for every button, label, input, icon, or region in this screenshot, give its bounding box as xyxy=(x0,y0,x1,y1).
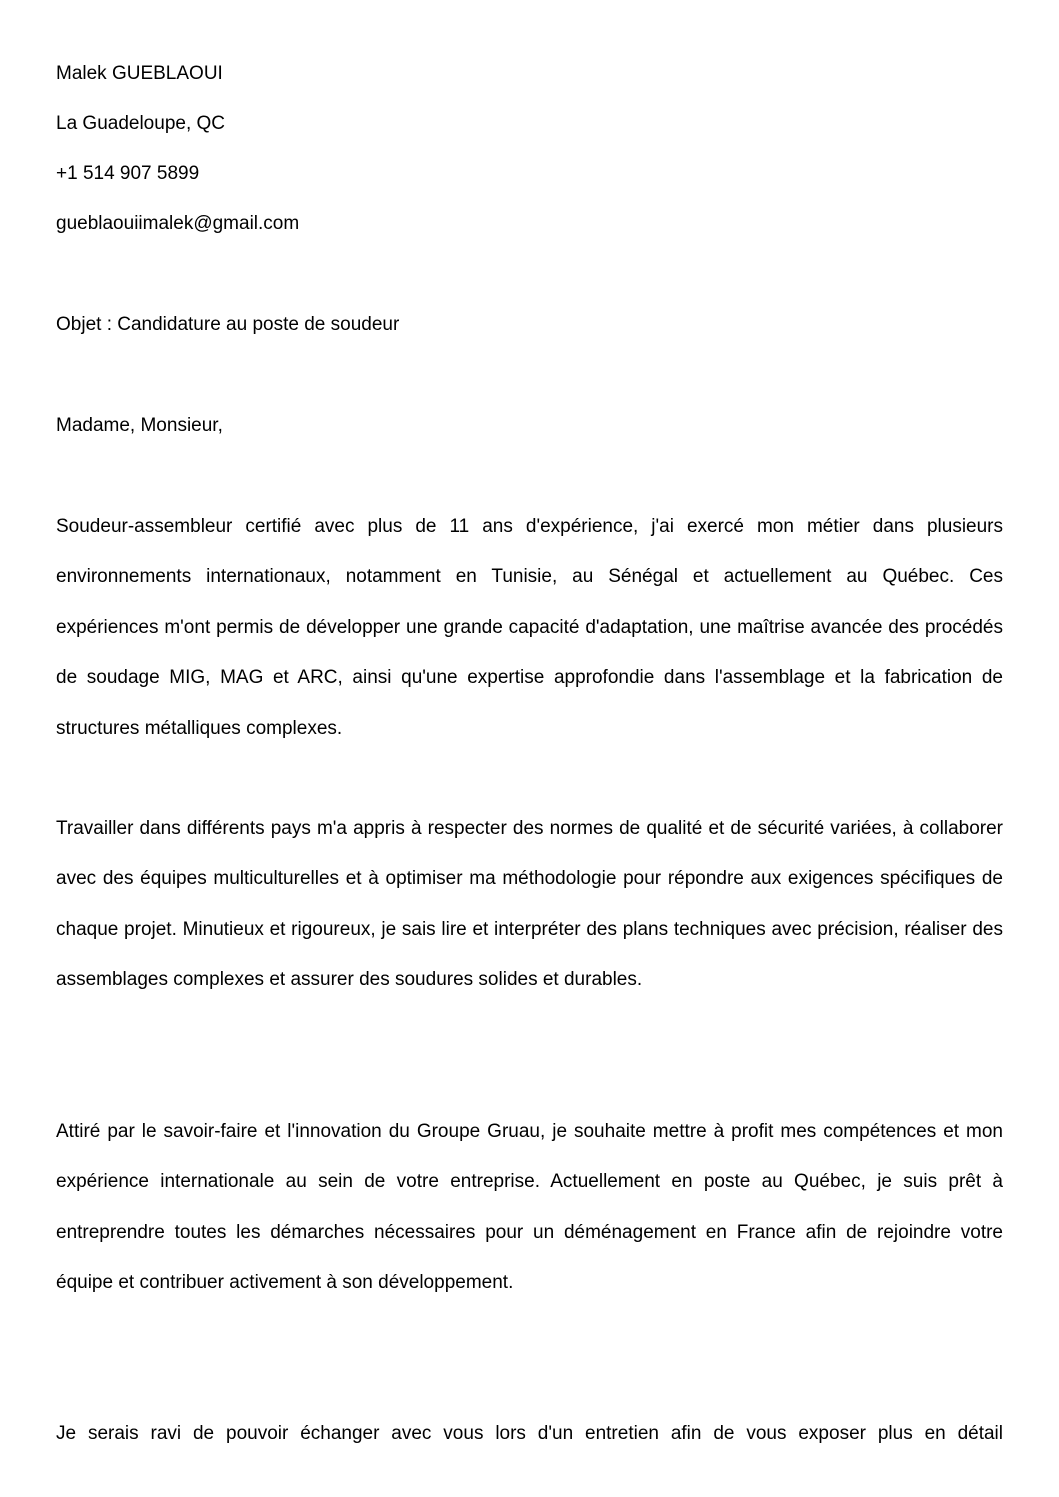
sender-name: Malek GUEBLAOUI xyxy=(56,63,223,84)
paragraph-skills: Travailler dans différents pays m'a appris à respecter des normes de qualité et de sécurité variées, à collaborer avec des équipes multiculturelles et à optimiser ma méthodologie pour répondre aux exigences spécifiques de chaque projet. Minutieux et rigoureux, je sais lire et interpréter des plans techniques avec précision, réaliser des assemblages complexes et assurer des soudures solides et durables. xyxy=(56,818,1003,991)
sender-location: La Guadeloupe, QC xyxy=(56,113,226,134)
paragraph-closing: Je serais ravi de pouvoir échanger avec vous lors d'un entretien afin de vous exposer plus en détail xyxy=(56,1423,1003,1444)
letter-salutation: Madame, Monsieur, xyxy=(56,415,223,436)
paragraph-experience: Soudeur-assembleur certifié avec plus de 11 ans d'expérience, j'ai exercé mon métier dans plusieurs environnements internationaux, notamment en Tunisie, au Sénégal et actuellement au Québec. Ces expériences m'ont permis de développer une grande capacité d'adaptation, une maîtrise avancée des procédés de soudage MIG, MAG et ARC, ainsi qu'une expertise approfondie dans l'assemblage et la fabrication de structures métalliques complexes. xyxy=(56,516,1003,739)
sender-email: gueblaouiimalek@gmail.com xyxy=(56,213,300,234)
sender-phone: +1 514 907 5899 xyxy=(56,163,200,184)
letter-subject: Objet : Candidature au poste de soudeur xyxy=(56,314,400,335)
paragraph-motivation: Attiré par le savoir-faire et l'innovation du Groupe Gruau, je souhaite mettre à profit mes compétences et mon expérience internationale au sein de votre entreprise. Actuellement en poste au Québec, je suis prêt à entreprendre toutes les démarches nécessaires pour un déménagement en France afin de rejoindre votre équipe et contribuer activement à son développement. xyxy=(56,1121,1003,1294)
